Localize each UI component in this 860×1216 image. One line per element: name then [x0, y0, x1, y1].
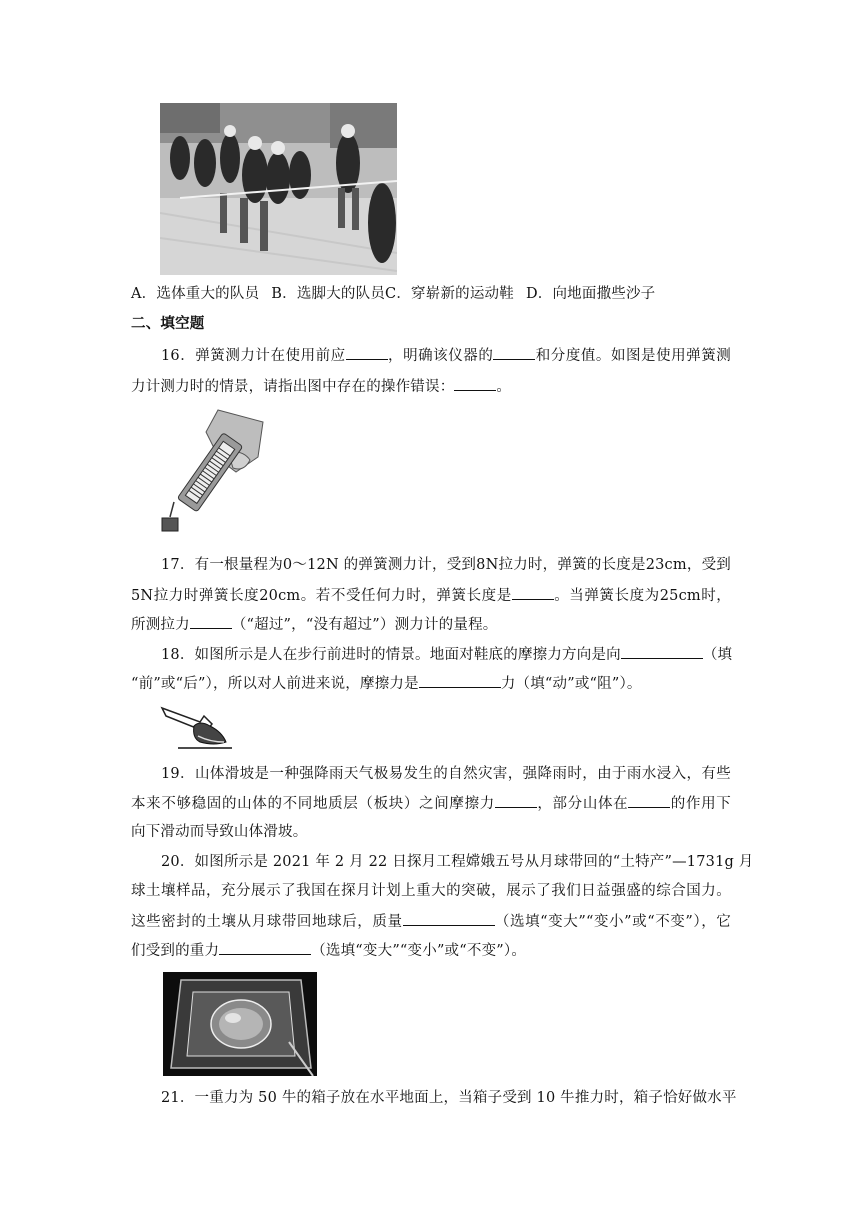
q15-option-b: B．选脚大的队员 [271, 286, 386, 302]
q17-blank-2 [190, 614, 232, 629]
q17-text-2: 。当弹簧长度为25cm时， [553, 588, 732, 604]
q15-option-c: C．穿崭新的运动鞋 [385, 286, 514, 302]
spring-scale-figure [158, 402, 268, 537]
q19-blank-1 [495, 793, 537, 808]
walking-shoe-figure [160, 702, 232, 752]
q16-text-2: ，明确该仪器的 [387, 348, 494, 364]
q18-line2 [131, 673, 731, 694]
q19-text-2: ，部分山体在 [536, 796, 629, 812]
section-heading: 二、填空题 [131, 316, 205, 332]
q20-line2: 球土壤样品，充分展示了我国在探月计划上重大的突破，展示了我们日益强盛的综合国力。 [131, 883, 731, 899]
q16-line2 [131, 376, 731, 397]
q16-text-1: 16．弹簧测力计在使用前应 [161, 348, 346, 364]
lunar-soil-sample-art [163, 972, 317, 1076]
q20-line1: 20．如图所示是 2021 年 2 月 22 日探月工程嫦娥五号从月球带回的“土特产”—1731g 月 [161, 854, 754, 870]
q16-blank-3 [454, 376, 496, 391]
q15-options [131, 284, 731, 304]
q18-blank-1 [621, 644, 703, 659]
q17-blank-1 [512, 585, 554, 600]
q20-line3 [131, 911, 731, 932]
q16-line1 [161, 345, 731, 366]
q20-line4 [131, 940, 731, 961]
q16-text-3: 和分度值。如图是使用弹簧测 [535, 348, 731, 364]
q18-blank-2 [419, 673, 501, 688]
q18-text-2: （填 [702, 647, 733, 663]
q19-text-1: 本来不够稳固的山体的不同地质层（板块）之间摩擦力 [131, 796, 495, 812]
tug-of-war-photo-art [160, 103, 397, 275]
q19-line3: 向下滑动而导致山体滑坡。 [131, 824, 308, 840]
q20-blank-2 [219, 940, 311, 955]
q16-text-5: 。 [496, 379, 512, 395]
q21-line1: 21．一重力为 50 牛的箱子放在水平地面上，当箱子受到 10 牛推力时，箱子恰好做水平 [161, 1090, 737, 1106]
q19-blank-2 [628, 793, 670, 808]
q18-text-3: “前”或“后”），所以对人前进来说，摩擦力是 [131, 676, 419, 692]
q18-line1 [161, 644, 731, 665]
q18-text-4: 力（填“动”或“阻”）。 [500, 676, 642, 692]
q19-line2 [131, 793, 731, 814]
q17-line1: 17．有一根量程为0～12N 的弹簧测力计，受到8N拉力时，弹簧的长度是23cm，受到 [161, 557, 731, 573]
q19-line1: 19．山体滑坡是一种强降雨天气极易发生的自然灾害，强降雨时，由于雨水浸入，有些 [161, 766, 731, 782]
lunar-soil-sample-photo [163, 972, 317, 1076]
q17-line2 [131, 585, 731, 606]
q18-text-1: 18．如图所示是人在步行前进时的情景。地面对鞋底的摩擦力方向是向 [161, 647, 621, 663]
q20-text-2: （选填“变大”“变小”或“不变”），它 [494, 914, 731, 930]
q17-text-4: （“超过”，“没有超过”）测力计的量程。 [231, 617, 498, 633]
q20-text-3: 们受到的重力 [131, 943, 220, 959]
spring-scale-art [158, 402, 268, 537]
q19-text-3: 的作用下 [670, 796, 731, 812]
walking-shoe-art [160, 702, 232, 752]
q17-text-1: 5N拉力时弹簧长度20cm。若不受任何力时，弹簧长度是 [131, 588, 512, 604]
q16-text-4: 力计测力时的情景，请指出图中存在的操作错误： [131, 379, 455, 395]
q15-option-d: D．向地面撒些沙子 [525, 286, 656, 302]
q17-line3 [131, 614, 731, 635]
q15-option-a: A．选体重大的队员 [131, 286, 260, 302]
q20-text-1: 这些密封的土壤从月球带回地球后，质量 [131, 914, 403, 930]
q17-text-3: 所测拉力 [131, 617, 190, 633]
q16-blank-1 [346, 345, 388, 360]
tug-of-war-photo [160, 103, 397, 275]
q16-blank-2 [493, 345, 535, 360]
q20-text-4: （选填“变大”“变小”或“不变”）。 [311, 943, 527, 959]
q20-blank-1 [403, 911, 495, 926]
